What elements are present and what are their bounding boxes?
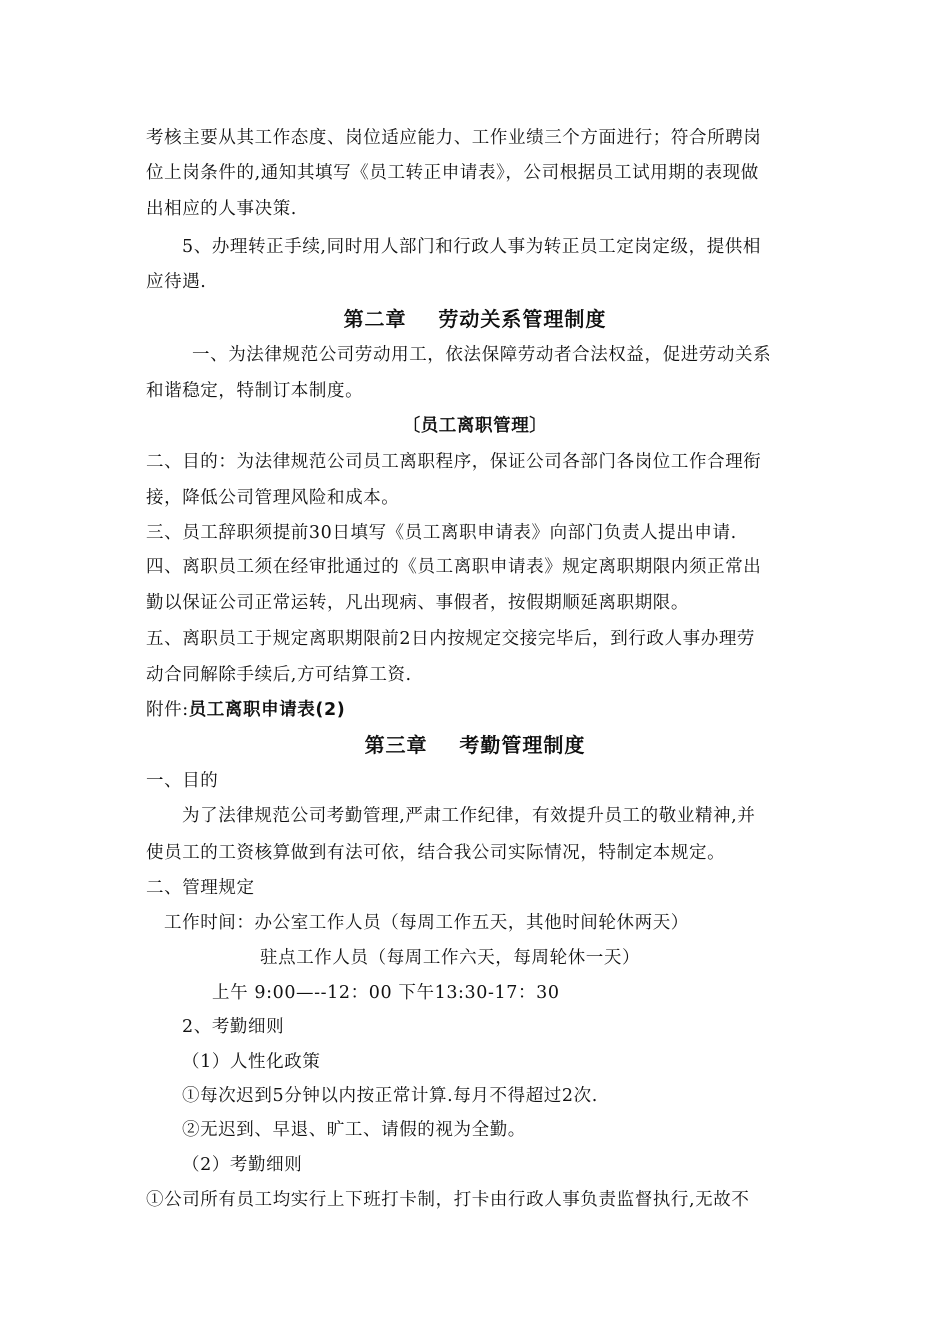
paragraph-line: 2、考勤细则 <box>182 1017 285 1037</box>
attachment-label: 附件: <box>146 700 189 720</box>
paragraph-line: 勤以保证公司正常运转，凡出现病、事假者，按假期顺延离职期限。 <box>146 593 689 613</box>
paragraph-line: 一、目的 <box>146 771 219 791</box>
section-title: 〔员工离职管理〕 <box>402 416 548 436</box>
paragraph-line: 和谐稳定，特制订本制度。 <box>146 381 364 401</box>
paragraph-line: 五、离职员工于规定离职期限前2日内按规定交接完毕后，到行政人事办理劳 <box>146 629 756 649</box>
paragraph-line: 为了法律规范公司考勤管理,严肃工作纪律，有效提升员工的敬业精神,并 <box>182 806 756 826</box>
paragraph-line: 接，降低公司管理风险和成本。 <box>146 488 400 508</box>
paragraph-line: 应待遇. <box>146 272 207 292</box>
paragraph-line: 动合同解除手续后,方可结算工资. <box>146 665 412 685</box>
chapter-title: 第三章 考勤管理制度 <box>364 733 586 757</box>
paragraph-line: 三、员工辞职须提前30日填写《员工离职申请表》向部门负责人提出申请. <box>146 523 737 543</box>
paragraph-line: ②无迟到、早退、旷工、请假的视为全勤。 <box>182 1120 526 1140</box>
paragraph-line: 考核主要从其工作态度、岗位适应能力、工作业绩三个方面进行；符合所聘岗 <box>146 128 762 148</box>
paragraph-line: 二、目的：为法律规范公司员工离职程序，保证公司各部门各岗位工作合理衔 <box>146 452 762 472</box>
attachment-link[interactable]: 员工离职申请表(2) <box>188 700 346 720</box>
paragraph-line: 5、办理转正手续,同时用人部门和行政人事为转正员工定岗定级，提供相 <box>182 237 761 257</box>
chapter-title: 第二章 劳动关系管理制度 <box>343 307 607 331</box>
paragraph-line: 一、为法律规范公司劳动用工，依法保障劳动者合法权益，促进劳动关系 <box>192 345 772 365</box>
paragraph-line: （1）人性化政策 <box>182 1052 321 1072</box>
paragraph-line: 出相应的人事决策. <box>146 199 297 219</box>
paragraph-line: 工作时间：办公室工作人员（每周工作五天，其他时间轮休两天） <box>164 913 689 933</box>
paragraph-line: 驻点工作人员（每周工作六天，每周轮休一天） <box>260 948 641 968</box>
paragraph-line: 四、离职员工须在经审批通过的《员工离职申请表》规定离职期限内须正常出 <box>146 557 762 577</box>
paragraph-line: ①公司所有员工均实行上下班打卡制，打卡由行政人事负责监督执行,无故不 <box>146 1190 750 1210</box>
paragraph-line: 位上岗条件的,通知其填写《员工转正申请表》，公司根据员工试用期的表现做 <box>146 163 759 183</box>
paragraph-line: 使员工的工资核算做到有法可依，结合我公司实际情况，特制定本规定。 <box>146 843 726 863</box>
paragraph-line: （2）考勤细则 <box>182 1155 303 1175</box>
paragraph-line: 二、管理规定 <box>146 878 255 898</box>
paragraph-line: 上午 9:00—--12：00 下午13:30-17：30 <box>212 983 560 1003</box>
paragraph-line: ①每次迟到5分钟以内按正常计算.每月不得超过2次. <box>182 1086 598 1106</box>
attachment-line <box>146 698 806 722</box>
